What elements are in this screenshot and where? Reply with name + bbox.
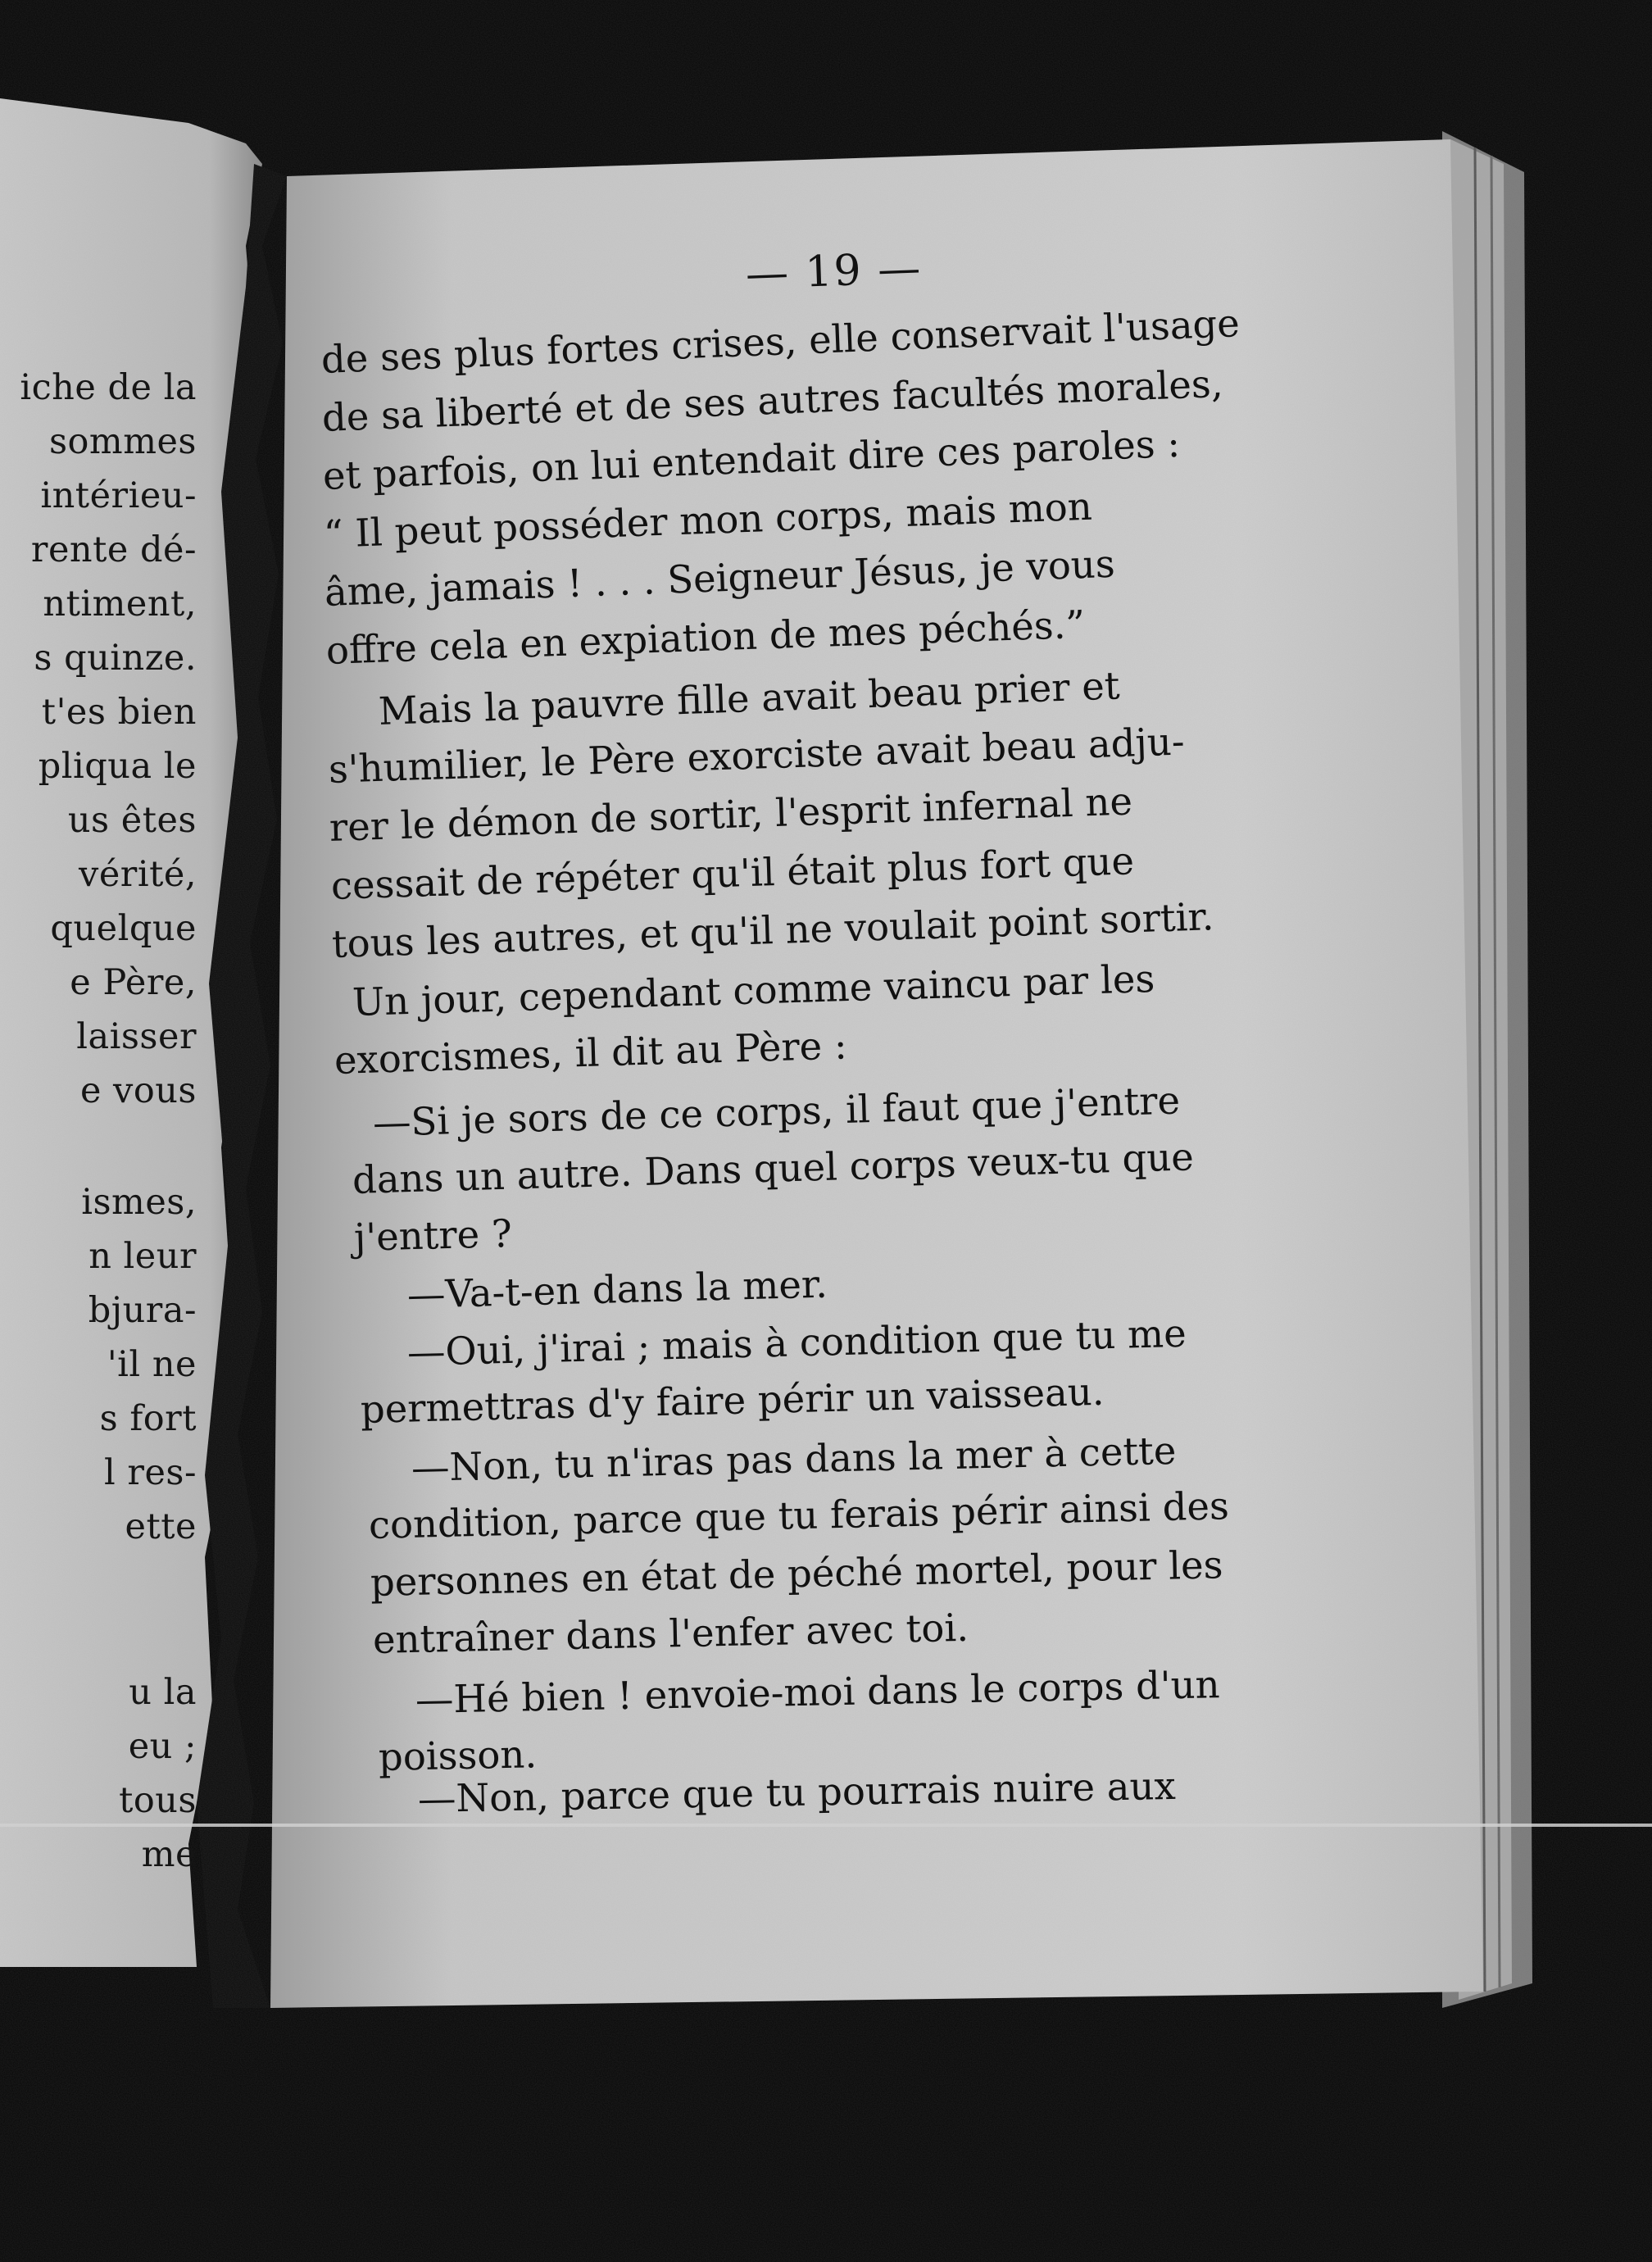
- text-line: —Oui, j'irai ; mais à condition que tu me: [406, 1310, 1187, 1374]
- left-page-line: quelque: [50, 908, 197, 949]
- left-page-line: n leur: [88, 1236, 197, 1277]
- text-line: —Va-t-en dans la mer.: [406, 1261, 828, 1317]
- left-page-line: e vous: [79, 1070, 197, 1111]
- text-line: —Hé bien ! envoie-moi dans le corps d'un: [415, 1662, 1220, 1722]
- text-line: exorcismes, il dit au Père :: [334, 1023, 848, 1083]
- left-page-line: us êtes: [67, 800, 197, 841]
- text-line: rer le démon de sortir, l'esprit infernal ne: [329, 779, 1133, 850]
- left-page-line: s quinze.: [34, 638, 197, 679]
- text-line: entraîner dans l'enfer avec toi.: [372, 1605, 969, 1662]
- text-line: de sa liberté et de ses autres facultés morales,: [320, 361, 1224, 440]
- text-line: —Non, tu n'iras pas dans la mer à cette: [411, 1428, 1177, 1490]
- text-line: âme, jamais ! . . . Seigneur Jésus, je vous: [324, 541, 1116, 615]
- text-line: personnes en état de péché mortel, pour les: [370, 1542, 1223, 1605]
- left-page-line: intérieu-: [40, 475, 197, 516]
- text-line: Un jour, cependant comme vaincu par les: [352, 956, 1155, 1024]
- left-page-line: u la: [129, 1672, 197, 1713]
- text-line: condition, parce que tu ferais périr ainsi des: [368, 1483, 1230, 1547]
- text-line: permettras d'y faire périr un vaisseau.: [360, 1369, 1105, 1432]
- text-line: de ses plus fortes crises, elle conservait l'usage: [320, 301, 1241, 382]
- left-page-line: ntiment,: [43, 584, 197, 625]
- left-page-line: e Père,: [70, 962, 197, 1003]
- text-line: offre cela en expiation de mes péchés.”: [325, 602, 1087, 673]
- text-line: poisson.: [378, 1732, 538, 1779]
- text-line: —Non, parce que tu pourrais nuire aux: [417, 1763, 1177, 1821]
- left-page-line: tous: [119, 1780, 197, 1821]
- left-page-line: me: [141, 1834, 197, 1875]
- text-line: et parfois, on lui entendait dire ces paroles :: [321, 420, 1181, 498]
- left-page-line: laisser: [76, 1016, 197, 1057]
- left-page-line: ismes,: [81, 1182, 197, 1223]
- text-line: —Si je sors de ce corps, il faut que j'entre: [372, 1078, 1181, 1145]
- text-line: s'humilier, le Père exorciste avait beau adju-: [328, 719, 1186, 792]
- left-page-line: rente dé-: [30, 529, 197, 570]
- left-page-line: 'il ne: [107, 1344, 197, 1385]
- text-line: cessait de répéter qu'il était plus fort que: [330, 838, 1135, 908]
- left-page-line: iche de la: [20, 367, 197, 408]
- left-page-line: pliqua le: [38, 746, 197, 787]
- page-number: — 19 —: [744, 243, 924, 299]
- left-page-line: l res-: [103, 1452, 197, 1493]
- left-page-line: eu ;: [128, 1726, 197, 1767]
- left-page-line: sommes: [48, 421, 197, 462]
- left-page-line: s fort: [99, 1398, 197, 1439]
- left-page-line: t'es bien: [41, 692, 197, 733]
- text-line: “ Il peut posséder mon corps, mais mon: [323, 484, 1093, 556]
- left-page-line: bjura-: [88, 1290, 197, 1331]
- text-line: tous les autres, et qu'il ne voulait point sortir.: [331, 894, 1215, 966]
- text-line: j'entre ?: [353, 1210, 513, 1260]
- text-line: dans un autre. Dans quel corps veux-tu que: [352, 1134, 1195, 1202]
- left-page-line: vérité,: [79, 854, 197, 895]
- left-page-line: ette: [125, 1506, 197, 1547]
- text-line: Mais la pauvre fille avait beau prier et: [378, 663, 1121, 734]
